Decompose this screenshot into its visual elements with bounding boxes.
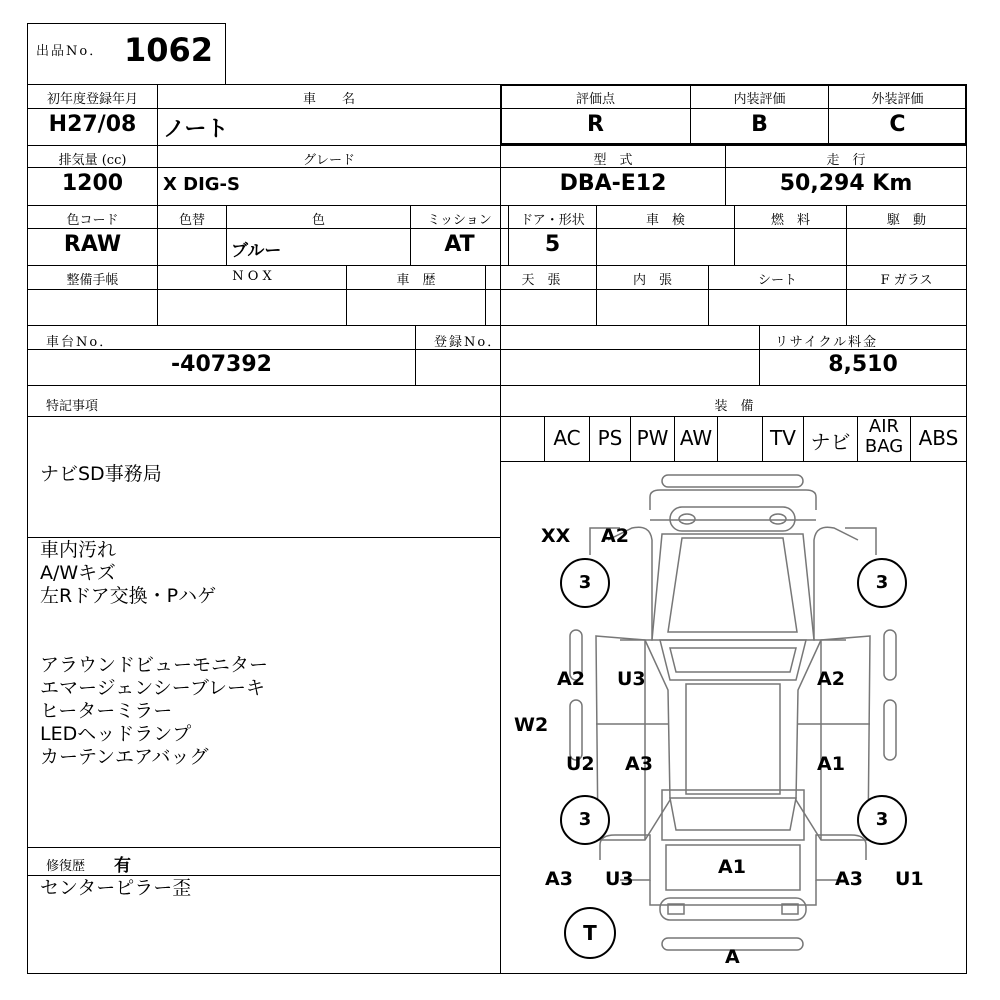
service-book-header: 整備手帳	[66, 273, 119, 288]
note-line: 車内汚れ	[40, 539, 117, 561]
exterior-value: C	[889, 112, 906, 137]
damage-mark: U1	[895, 868, 924, 890]
rule	[27, 265, 967, 266]
note-line: エマージェンシーブレーキ	[40, 677, 266, 699]
lot-number-label: 出品No．	[36, 44, 105, 59]
note-line: ヒーターミラー	[40, 700, 173, 722]
mileage-header: 走 行	[826, 153, 866, 168]
color-header: 色	[311, 213, 325, 228]
car-diagram	[501, 462, 966, 973]
rule	[27, 385, 967, 386]
special-notes-header: 特記事項	[46, 399, 99, 414]
sunroof-header: 天 張	[521, 273, 561, 288]
damage-mark: A3	[835, 868, 863, 890]
damage-mark: A1	[817, 753, 845, 775]
color-change-header: 色替	[178, 213, 205, 228]
equipment-navi: ナビ	[810, 430, 851, 454]
damage-mark: A2	[601, 525, 629, 547]
first-registration-value: H27/08	[48, 112, 137, 137]
rule	[27, 325, 967, 326]
repair-history-header: 修復歴	[46, 859, 86, 874]
equipment-ps: PS	[597, 426, 623, 450]
tire-front-right: 3	[857, 558, 907, 608]
nox-header: N O X	[232, 269, 272, 284]
interior-value: B	[751, 112, 768, 137]
damage-mark: U3	[617, 668, 646, 690]
rule	[27, 289, 967, 290]
first-registration-header: 初年度登録年月	[46, 92, 138, 107]
transmission-value: AT	[444, 232, 475, 257]
damage-mark: A2	[557, 668, 585, 690]
rule	[27, 416, 967, 417]
doors-value: 5	[544, 232, 561, 257]
damage-mark: A	[725, 946, 740, 968]
grade-header: グレード	[302, 153, 355, 168]
registration-header: 登録No．	[434, 335, 503, 350]
inspection-header: 車 検	[645, 213, 685, 228]
score-value: R	[587, 112, 604, 137]
damage-mark: A2	[817, 668, 845, 690]
rule	[27, 537, 501, 538]
color-code-value: RAW	[63, 232, 122, 257]
recycle-header: リサイクル料金	[775, 335, 879, 350]
equipment-abs: ABS	[918, 426, 959, 450]
car-name-header: 車 名	[302, 92, 355, 107]
note-line: カーテンエアバッグ	[40, 746, 209, 768]
history-header: 車 歴	[396, 273, 436, 288]
damage-mark: U3	[605, 868, 634, 890]
equipment-aw: AW	[679, 426, 713, 450]
damage-mark: W2	[514, 714, 549, 736]
spare-tire: T	[564, 907, 616, 959]
lining-header: 内 張	[632, 273, 672, 288]
repair-history-value: 有	[114, 856, 131, 876]
repair-note: センターピラー歪	[40, 877, 192, 899]
damage-mark: A3	[625, 753, 653, 775]
lot-number-value: 1062	[124, 31, 214, 69]
grade-value: X DIG-S	[163, 174, 240, 195]
tire-rear-left: 3	[560, 795, 610, 845]
damage-mark: U2	[566, 753, 595, 775]
equipment-ac: AC	[553, 426, 581, 450]
rule	[27, 145, 967, 146]
chassis-header: 車台No．	[46, 335, 115, 350]
mileage-value: 50,294 Km	[779, 171, 913, 196]
f-glass-header: F ガラス	[880, 273, 933, 288]
score-header: 評価点	[575, 92, 615, 107]
chassis-value: -407392	[171, 352, 272, 377]
equipment-pw: PW	[636, 426, 669, 450]
rule	[415, 325, 416, 385]
tire-rear-right: 3	[857, 795, 907, 845]
model-header: 型 式	[593, 153, 633, 168]
rule	[27, 847, 501, 848]
interior-header: 内装評価	[733, 92, 786, 107]
seat-header: シート	[757, 273, 797, 288]
rule	[27, 205, 967, 206]
displacement-header: 排気量 (cc)	[58, 153, 127, 168]
drive-header: 駆 動	[886, 213, 926, 228]
recycle-value: 8,510	[828, 352, 898, 377]
damage-mark: A3	[545, 868, 573, 890]
rule	[717, 416, 718, 461]
note-line: アラウンドビューモニター	[40, 654, 269, 676]
note-line: 左Rドア交換・Pハゲ	[40, 585, 217, 607]
displacement-value: 1200	[61, 171, 124, 196]
car-name-value: ノート	[163, 117, 229, 142]
note-line: A/Wキズ	[40, 562, 116, 584]
damage-mark: A1	[718, 856, 746, 878]
exterior-header: 外装評価	[871, 92, 924, 107]
fuel-header: 燃 料	[770, 213, 810, 228]
rule	[27, 228, 967, 229]
tire-front-left: 3	[560, 558, 610, 608]
transmission-header: ミッション	[427, 213, 492, 228]
damage-mark: XX	[541, 525, 571, 547]
equipment-tv: TV	[770, 426, 796, 450]
color-code-header: 色コード	[66, 213, 119, 228]
equipment-airbag: AIR BAG	[864, 416, 904, 457]
model-value: DBA-E12	[559, 171, 667, 196]
note-line: LEDヘッドランプ	[40, 723, 192, 745]
equipment-header: 装 備	[714, 399, 754, 414]
note-top: ナビSD事務局	[40, 463, 162, 485]
color-value: ブルー	[231, 241, 282, 261]
doors-header: ドア・形状	[520, 213, 585, 228]
rule	[27, 875, 501, 876]
